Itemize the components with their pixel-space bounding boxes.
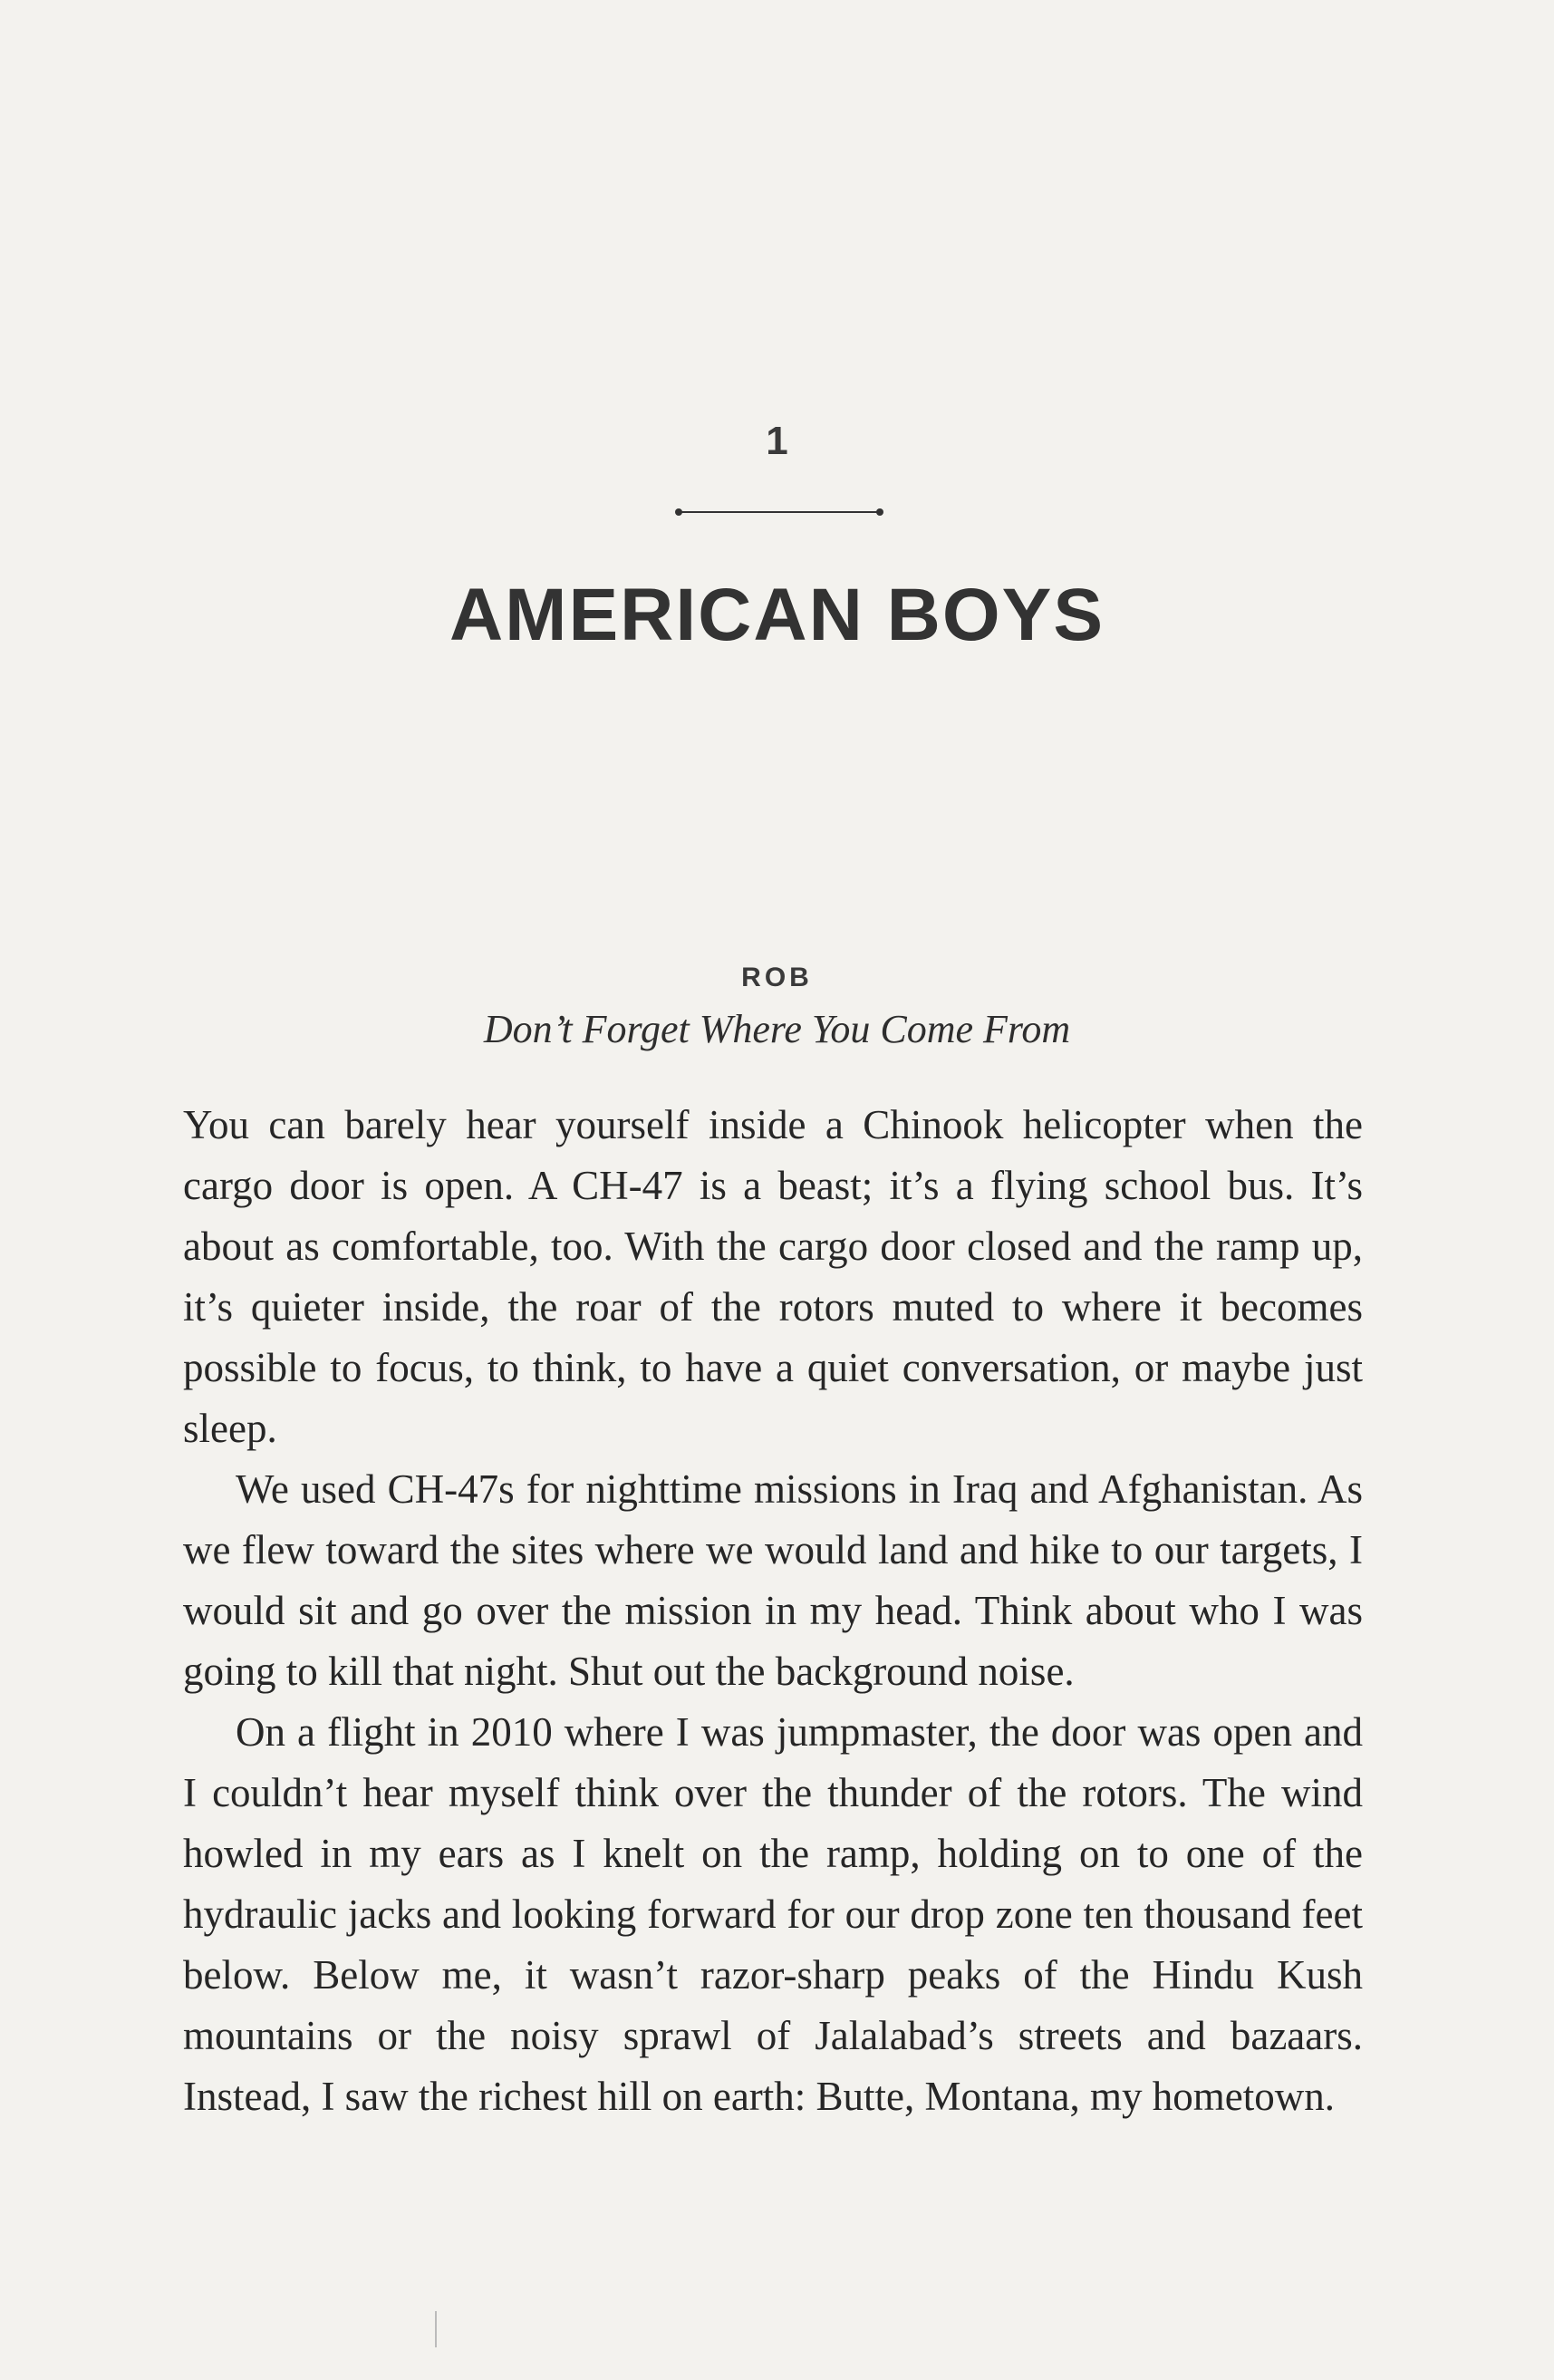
paragraph-1: You can barely hear yourself inside a Chinook helicopter when the cargo door is open. A CH-47 is a beast; it’s a flying school bus. It’s about as comfortable, too. With the cargo door closed and the ramp up, it’s quieter inside, the roar of the rotors muted to where it becomes possible to focus, to think, to have a quiet conversation, or maybe just sleep. <box>183 1102 1363 1451</box>
chapter-ornament-divider <box>675 508 883 517</box>
chapter-title: AMERICAN BOYS <box>449 574 1105 656</box>
chapter-number: 1 <box>766 419 788 463</box>
section-name: ROB <box>741 963 813 992</box>
section-subtitle: Don’t Forget Where You Come From <box>483 1007 1071 1051</box>
ornament-dot-right <box>876 508 883 516</box>
ornament-line <box>680 511 878 513</box>
paragraph-3: On a flight in 2010 where I was jumpmaster, the door was open and I couldn’t hear myself think over the thunder of the rotors. The wind howled in my ears as I knelt on the ramp, holding on to one of the hydraulic jacks and looking forward for our drop zone ten thousand feet below. Below me, it wasn’t razor-sharp peaks of the Hindu Kush mountains or the noisy sprawl of Jalalabad’s streets and bazaars. Instead, I saw the richest hill on earth: Butte, Montana, my hometown. <box>183 1709 1363 2119</box>
paragraph-2: We used CH-47s for nighttime missions in Iraq and Afghanistan. As we flew toward the sites where we would land and hike to our targets, I would sit and go over the mission in my head. Think about who I was going to kill that night. Shut out the background noise. <box>183 1466 1363 1694</box>
scan-mark <box>435 2311 437 2347</box>
body-text <box>183 1095 1363 2127</box>
